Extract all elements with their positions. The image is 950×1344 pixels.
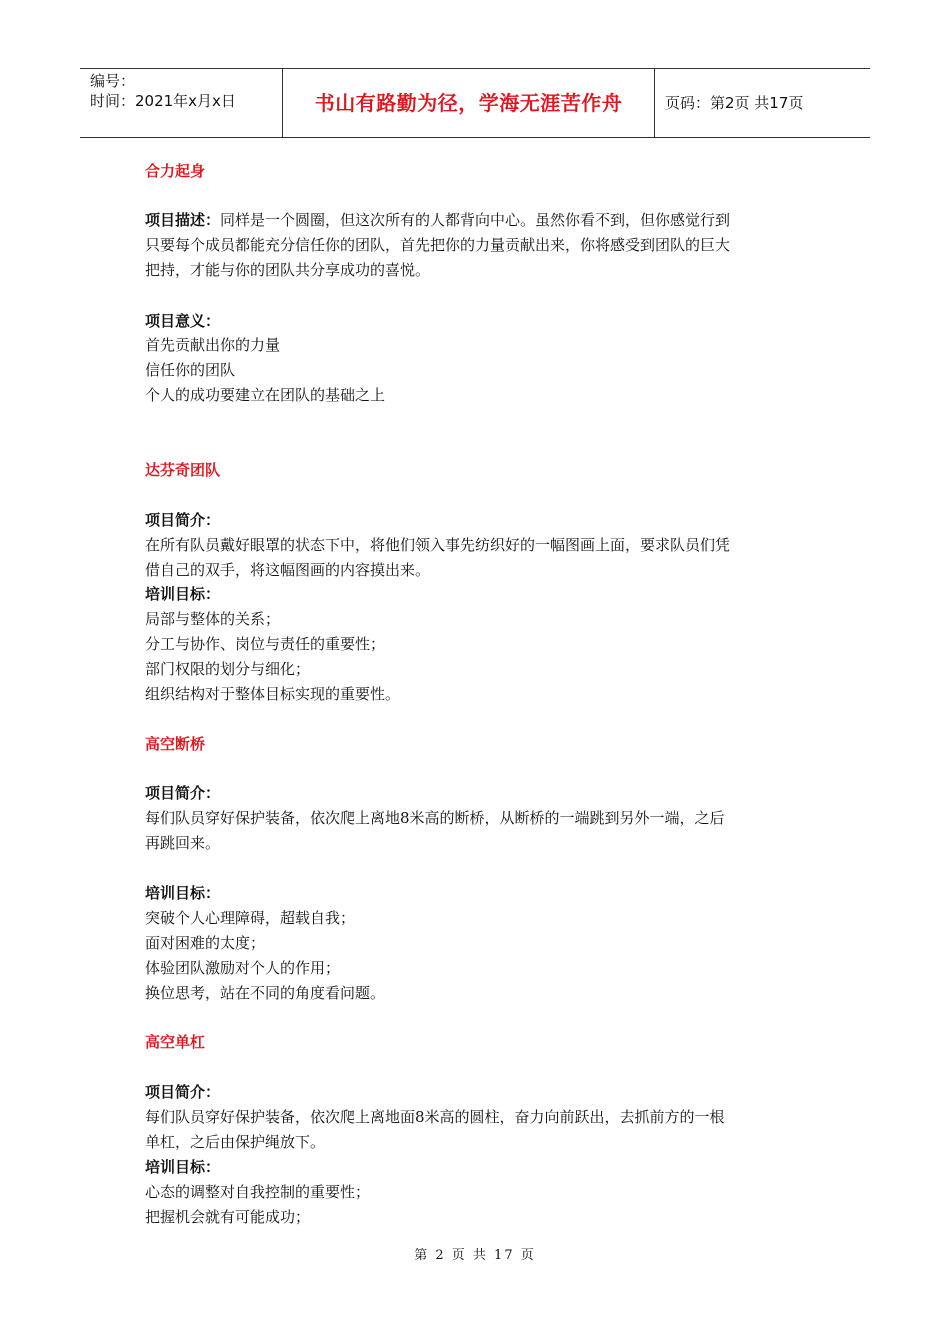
intro-text: 每们队员穿好保护装备，依次爬上离地8米高的断桥，从断桥的一端跳到另外一端，之后 (145, 809, 725, 827)
document-date: 时间：2021年x月x日 (90, 92, 236, 110)
project-description (145, 208, 730, 233)
goal-label: 培训目标： (145, 585, 221, 603)
list-item: 部门权限的划分与细化； (145, 660, 311, 678)
list-item: 个人的成功要建立在团队的基础之上 (145, 386, 386, 404)
section-title: 达芬奇团队 (145, 461, 221, 479)
description-text: 把持，才能与你的团队共分享成功的喜悦。 (145, 261, 431, 279)
intro-label: 项目简介： (145, 511, 221, 529)
list-item: 心态的调整对自我控制的重要性； (145, 1183, 371, 1201)
intro-text: 每们队员穿好保护装备，依次爬上离地面8米高的圆柱，奋力向前跃出，去抓前方的一根 (145, 1108, 725, 1126)
description-text: 只要每个成员都能充分信任你的团队，首先把你的力量贡献出来，你将感受到团队的巨大 (145, 236, 731, 254)
description-text: 同样是一个圆圈，但这次所有的人都背向中心。虽然你看不到，但你感觉行到 (220, 211, 731, 229)
section-title: 高空断桥 (145, 735, 206, 753)
intro-label: 项目简介： (145, 1083, 221, 1101)
intro-label: 项目简介： (145, 784, 221, 802)
description-label: 项目描述： (145, 211, 221, 229)
list-item: 局部与整体的关系； (145, 610, 281, 628)
document-number-label: 编号： (90, 72, 136, 90)
intro-text: 再跳回来。 (145, 834, 221, 852)
header-left-cell (80, 69, 283, 137)
meaning-label: 项目意义： (145, 312, 221, 330)
page-footer: 第 2 页 共 17 页 (414, 1248, 536, 1263)
goal-label: 培训目标： (145, 884, 221, 902)
list-item: 把握机会就有可能成功； (145, 1208, 311, 1226)
list-item: 信任你的团队 (145, 361, 236, 379)
section-title: 高空单杠 (145, 1033, 206, 1051)
section-title: 合力起身 (145, 162, 206, 180)
list-item: 组织结构对于整体目标实现的重要性。 (145, 685, 401, 703)
list-item: 分工与协作、岗位与责任的重要性； (145, 635, 386, 653)
header-page-cell (655, 69, 870, 137)
list-item: 突破个人心理障碍，超载自我； (145, 909, 356, 927)
goal-label: 培训目标： (145, 1158, 221, 1176)
header-page-info: 页码：第2页 共17页 (665, 94, 804, 112)
list-item: 体验团队激励对个人的作用； (145, 959, 341, 977)
list-item: 换位思考，站在不同的角度看问题。 (145, 984, 386, 1002)
header-motto-cell (283, 69, 655, 137)
intro-text: 在所有队员戴好眼罩的状态下中，将他们领入事先纺织好的一幅图画上面，要求队员们凭 (145, 536, 731, 554)
intro-text: 单杠，之后由保护绳放下。 (145, 1133, 326, 1151)
page-header (80, 68, 870, 138)
intro-text: 借自己的双手，将这幅图画的内容摸出来。 (145, 561, 431, 579)
header-motto: 书山有路勤为径，学海无涯苦作舟 (314, 91, 623, 115)
list-item: 面对困难的太度； (145, 934, 266, 952)
list-item: 首先贡献出你的力量 (145, 336, 281, 354)
